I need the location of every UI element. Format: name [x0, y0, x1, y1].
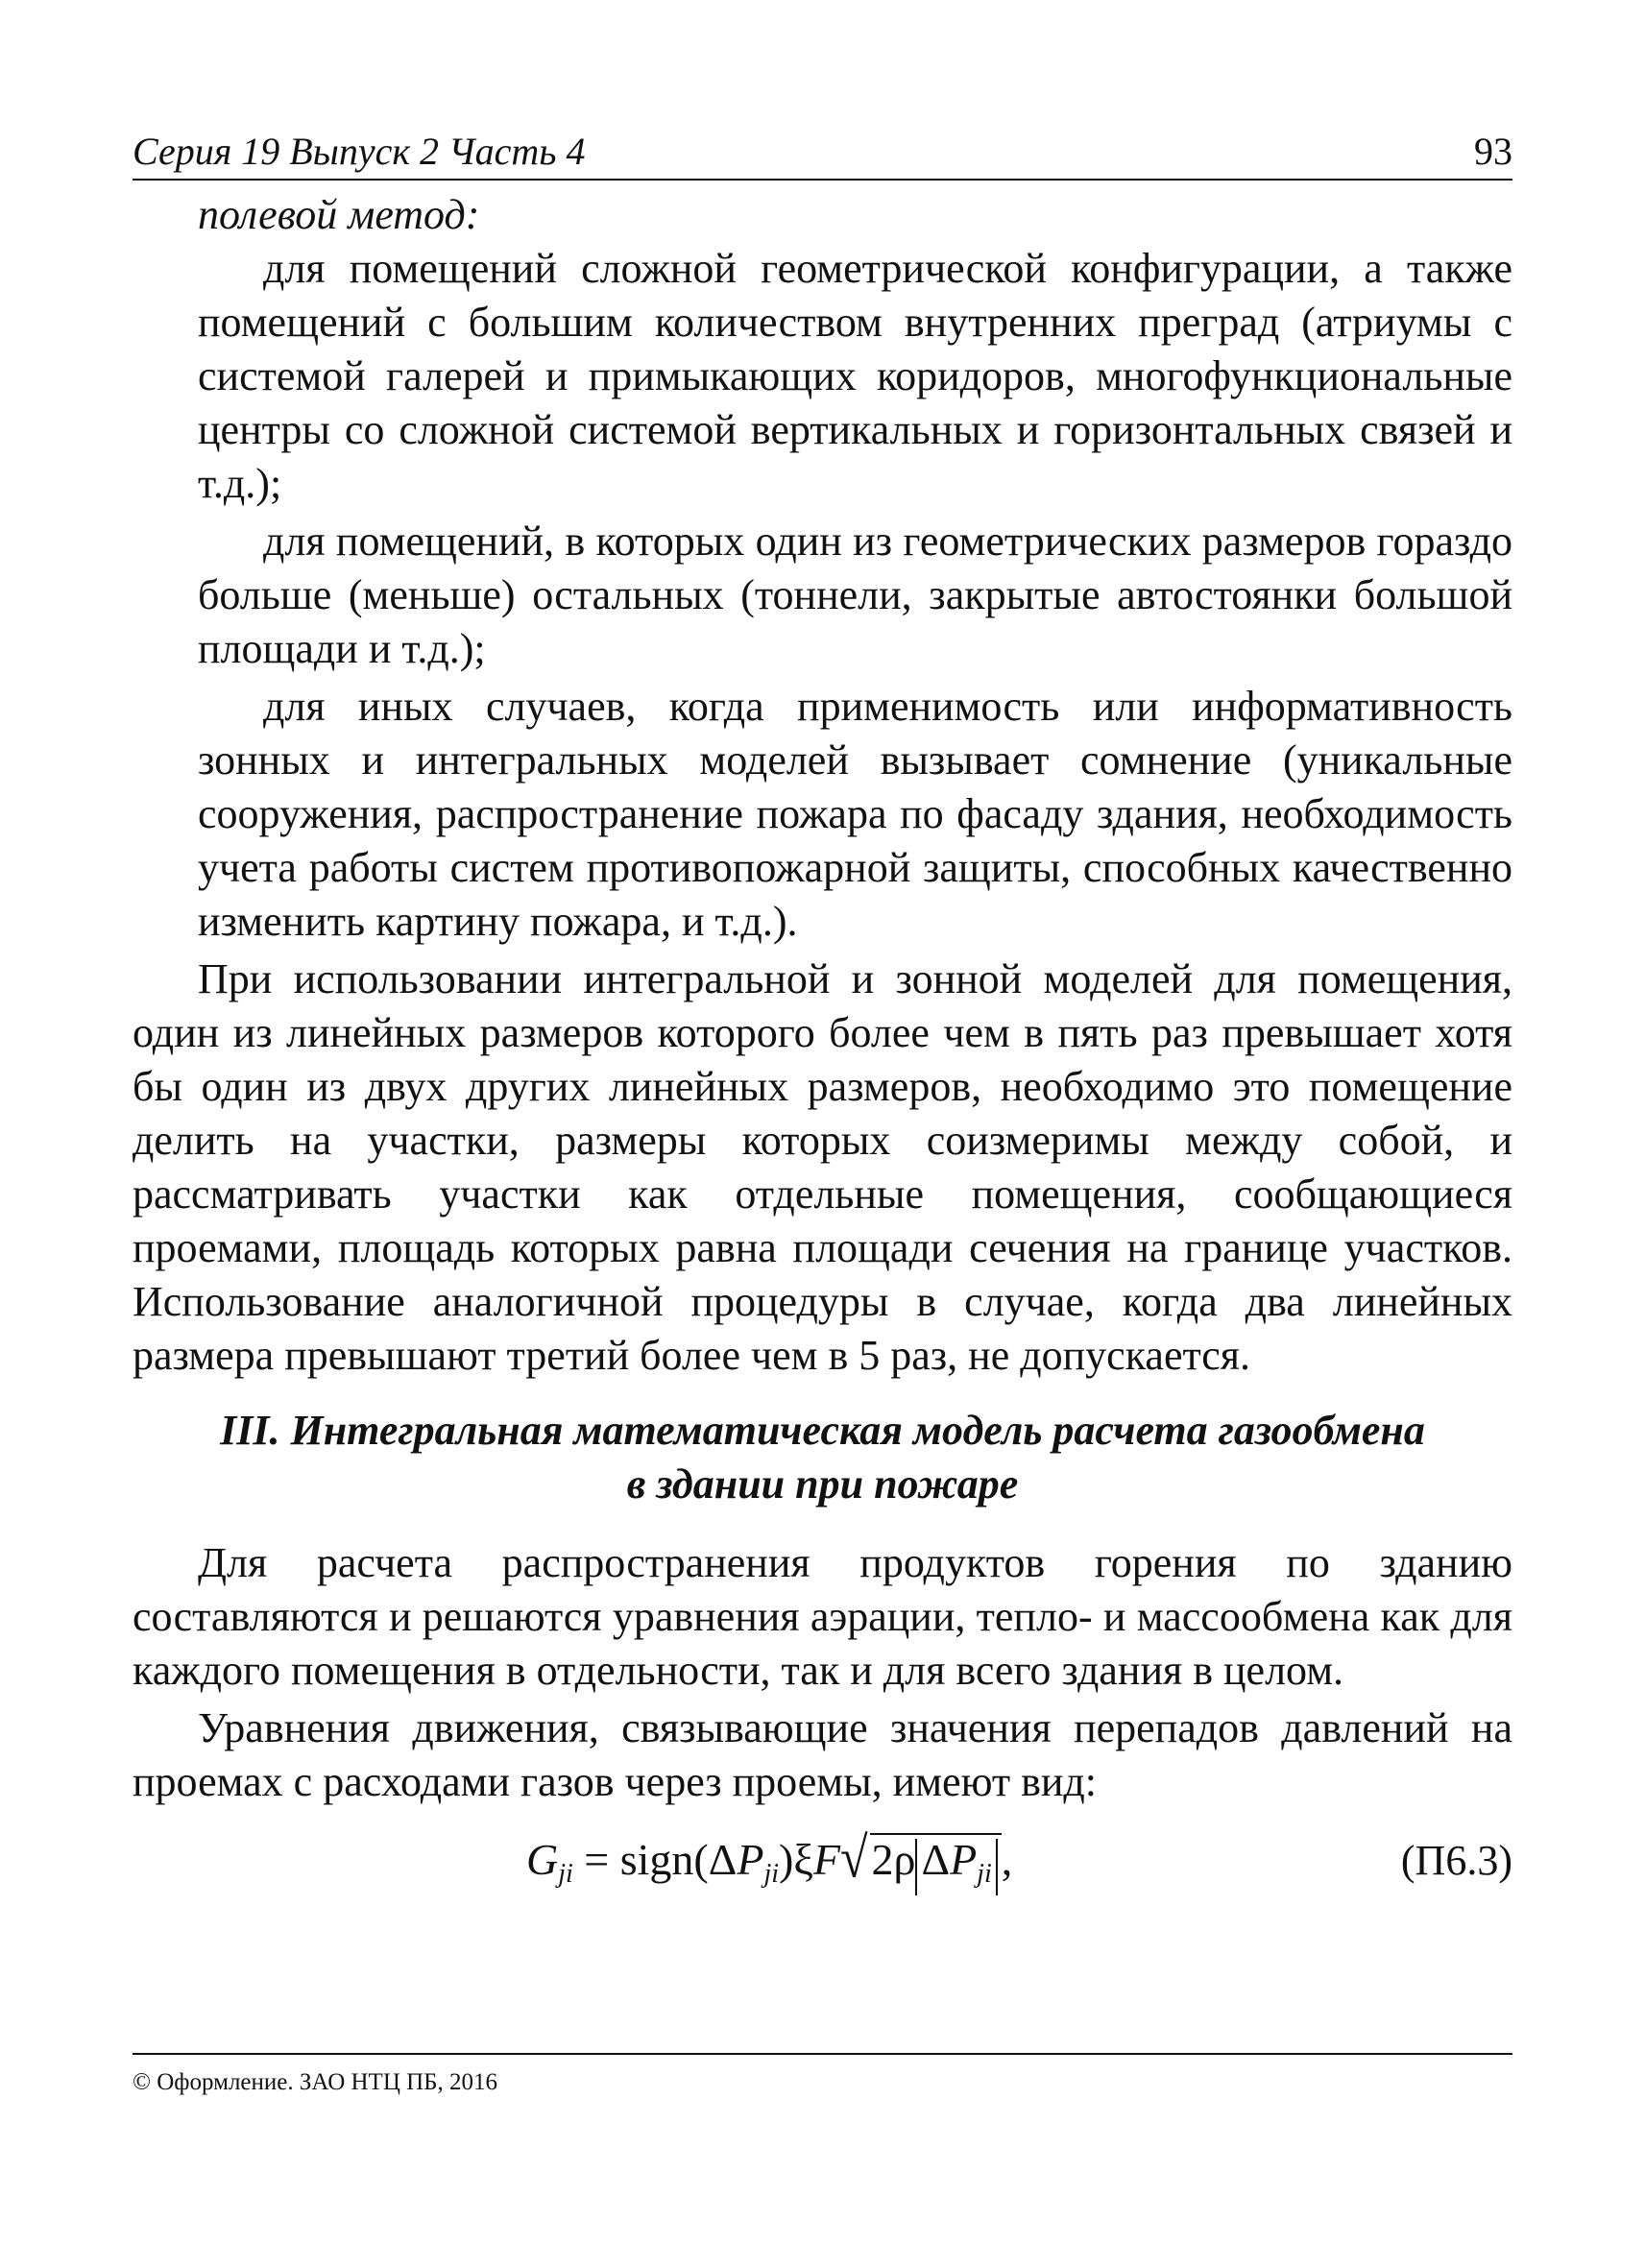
paragraph-motion-equations: Уравнения движения, связывающие значения перепадов давлений на проемах с расходами газов через проемы, имеют вид:	[133, 1704, 1512, 1805]
formula-g-subscript: ji	[558, 1859, 573, 1889]
formula-comma: ,	[1001, 1835, 1013, 1884]
formula-expression	[526, 1826, 1013, 1903]
main-text	[133, 188, 1512, 1907]
footer-copyright: © Оформление. ЗАО НТЦ ПБ, 2016	[133, 2069, 498, 2095]
section-heading	[133, 1404, 1512, 1511]
section-heading-line-2: в здании при пожаре	[626, 1460, 1019, 1508]
running-header	[133, 123, 1512, 181]
formula-sqrt-radicand	[870, 1833, 1002, 1895]
formula-abs-delta: Δ	[921, 1835, 951, 1884]
series-title: Серия 19 Выпуск 2 Часть 4	[133, 130, 586, 173]
sqrt-icon: √	[839, 1826, 868, 1891]
field-method-item-2: для помещений, в которых один из геометрических размеров гораздо больше (меньше) остальных (тоннели, закрытые автостоянки большой площади и т.д.);	[198, 518, 1512, 672]
formula-f-symbol: F	[812, 1835, 840, 1884]
formula-sign-function: sign(Δ	[619, 1835, 738, 1884]
formula-absolute-value	[915, 1835, 997, 1895]
equation-p6-3	[133, 1824, 1512, 1907]
formula-g-symbol: G	[526, 1835, 559, 1884]
formula-abs-p-symbol: P	[950, 1835, 978, 1884]
page-number: 93	[1474, 130, 1512, 173]
field-method-title: полевой метод:	[198, 191, 480, 238]
formula-p-subscript: ji	[763, 1859, 780, 1889]
formula-two-rho: 2ρ	[871, 1835, 916, 1884]
section-heading-line-1: III. Интегральная математическая модель расчета газообмена	[220, 1407, 1425, 1454]
field-method-item-3: для иных случаев, когда применимость или информативность зонных и интегральных моделей вызывает сомнение (уникальные сооружения, распространение пожара по фасаду здания, необходимость учета работы систем противопожарной защиты, способных качественно изменить картину пожара, и т.д.).	[198, 683, 1512, 945]
paragraph-combustion-products: Для расчета распространения продуктов горения по зданию составляются и решаются уравнения аэрации, тепло- и массообмена как для каждого помещения в отдельности, так и для всего здания в целом.	[133, 1539, 1512, 1694]
formula-abs-p-subscript: ji	[977, 1859, 992, 1889]
formula-equals: =	[572, 1835, 620, 1884]
footer-divider	[133, 2053, 1512, 2055]
formula-p-symbol: P	[737, 1835, 764, 1884]
field-method-item-1: для помещений сложной геометрической конфигурации, а также помещений с большим количеством внутренних преград (атриумы с системой галерей и примыкающих коридоров, многофункциональные центры со сложной системой вертикальных и горизонтальных связей и т.д.);	[198, 245, 1512, 507]
equation-number: (П6.3)	[1400, 1837, 1512, 1884]
paragraph-room-division: При использовании интегральной и зонной моделей для помещения, один из линейных размеров которого более чем в пять раз превышает хотя бы один из двух других линейных размеров, необходимо это помещение делить на участки, размеры которых соизмеримы между собой, и рассматривать участки как отдельные помещения, сообщающиеся проемами, площадь которых равна площади сечения на границе участков. Использование аналогичной процедуры в случае, когда два линейных размера превышают третий более чем в 5 раз, не допускается.	[133, 955, 1512, 1379]
formula-xi: )ξ	[779, 1835, 813, 1884]
